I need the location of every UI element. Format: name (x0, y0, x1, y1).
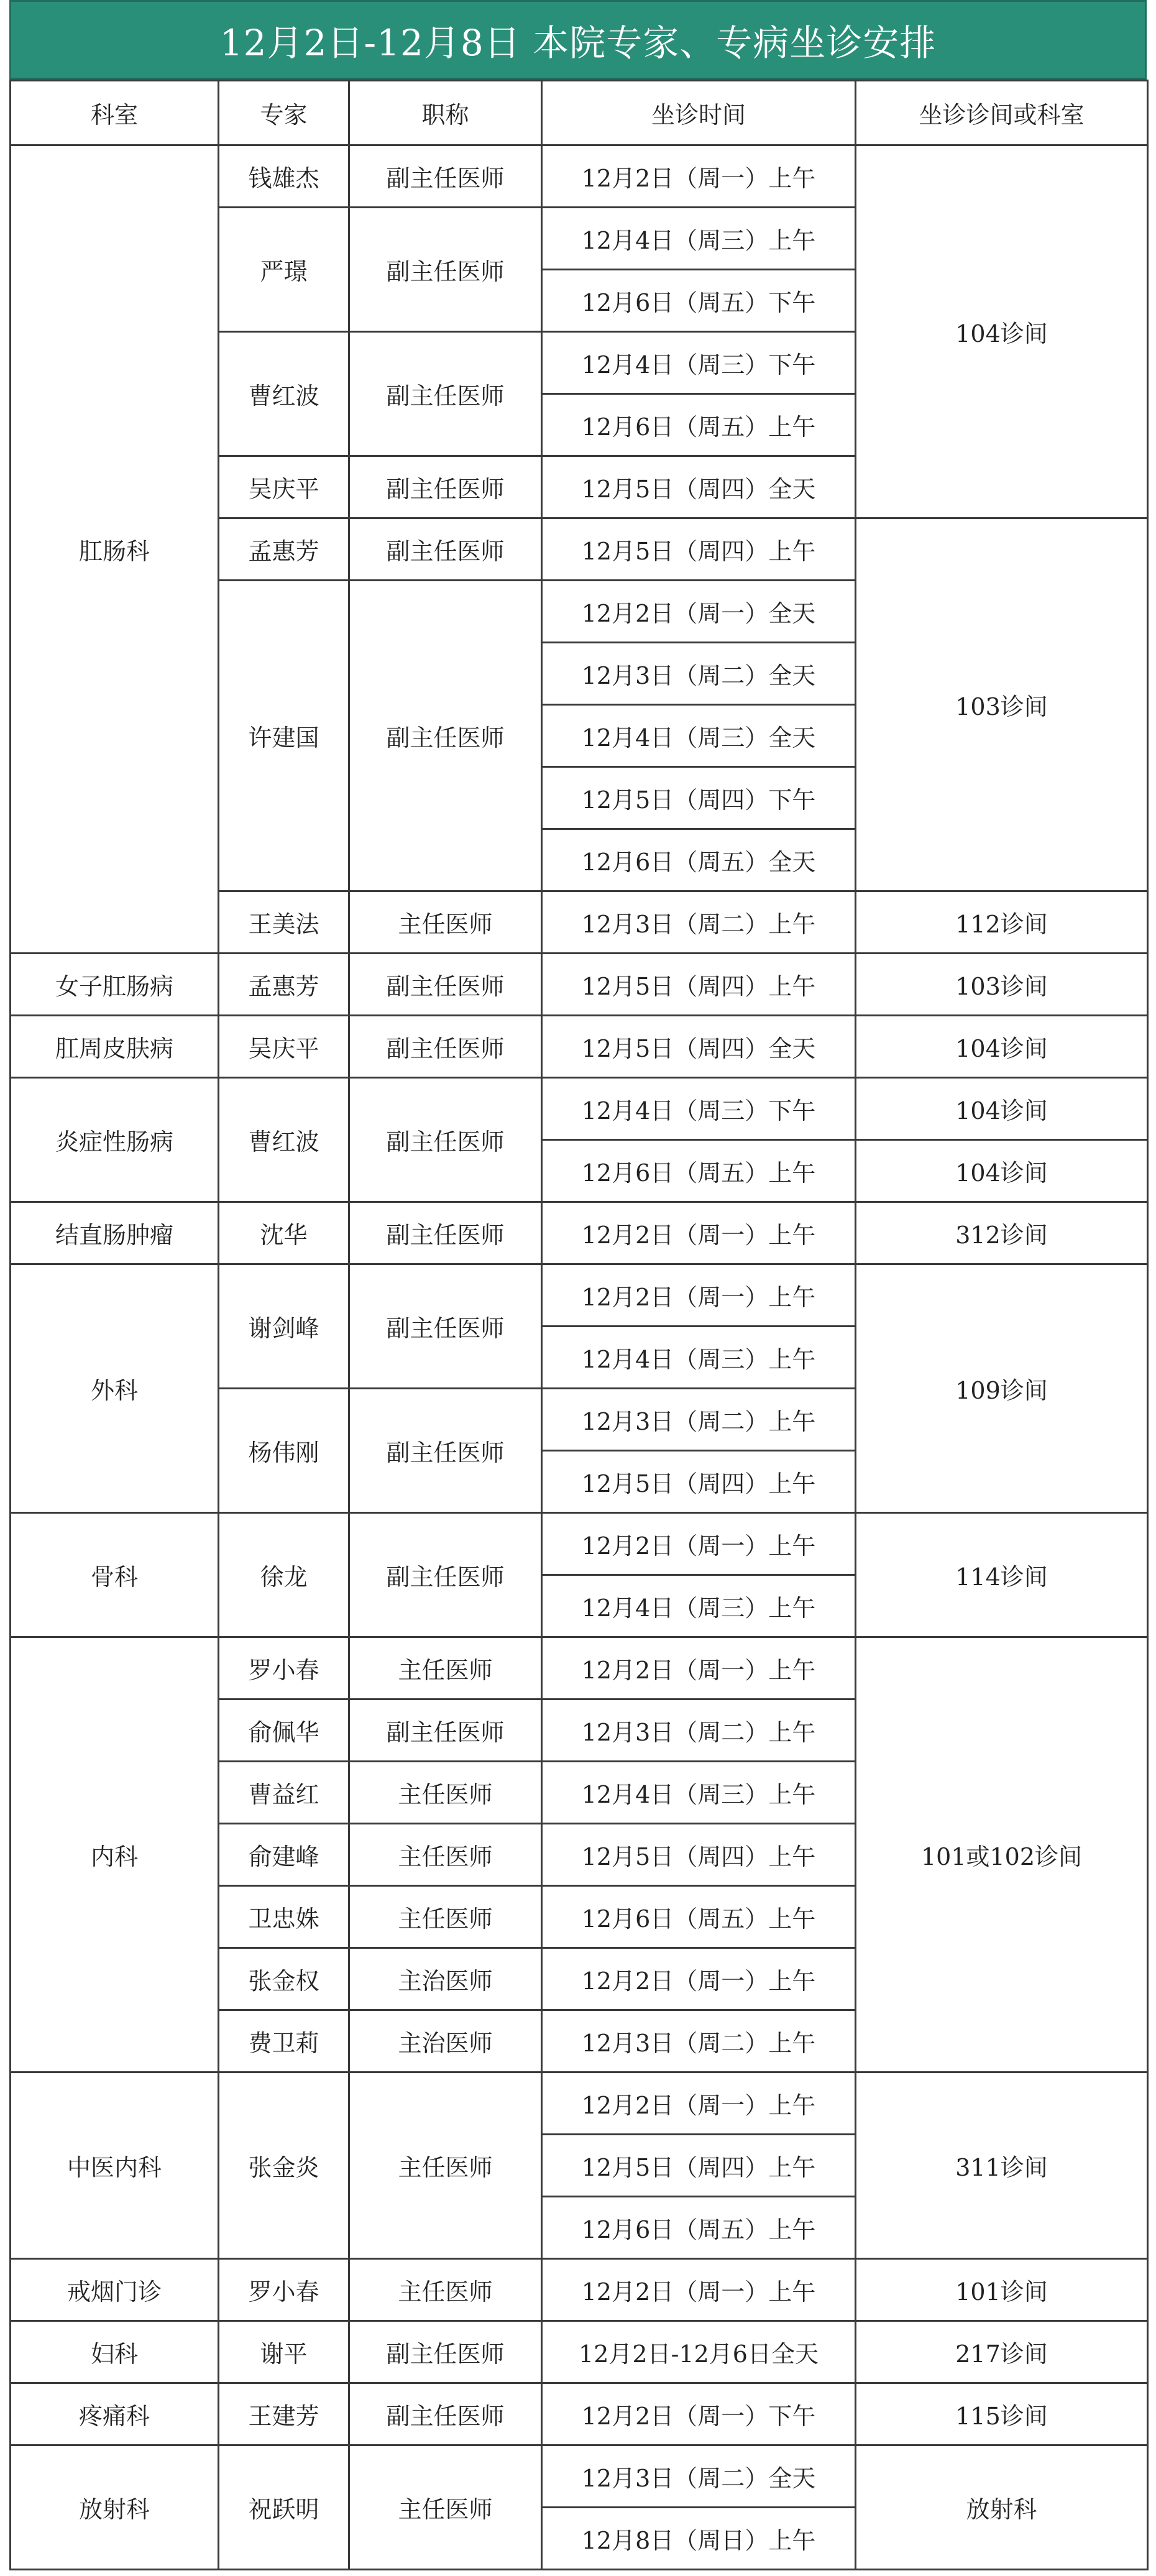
time-cell: 12月3日（周二）全天 (542, 2445, 856, 2508)
expert-cell: 许建国 (219, 581, 349, 891)
expert-cell: 王建芳 (219, 2383, 349, 2445)
rank-cell: 副主任医师 (349, 518, 542, 581)
time-cell: 12月4日（周三）全天 (542, 705, 856, 767)
time-cell: 12月4日（周三）上午 (542, 1762, 856, 1824)
time-cell: 12月6日（周五）上午 (542, 1140, 856, 1202)
expert-cell: 曹红波 (219, 332, 349, 456)
table-row (11, 2321, 1148, 2383)
room-cell: 104诊间 (856, 145, 1148, 518)
expert-cell: 祝跃明 (219, 2445, 349, 2570)
col-header-title: 职称 (349, 81, 542, 145)
rank-cell: 副主任医师 (349, 208, 542, 332)
rank-cell: 副主任医师 (349, 1264, 542, 1389)
room-cell: 101诊间 (856, 2259, 1148, 2321)
rank-cell: 副主任医师 (349, 1389, 542, 1513)
time-cell: 12月5日（周四）上午 (542, 2135, 856, 2197)
rank-cell: 副主任医师 (349, 1078, 542, 1202)
expert-cell: 钱雄杰 (219, 145, 349, 208)
room-cell: 103诊间 (856, 518, 1148, 891)
time-cell: 12月5日（周四）上午 (542, 1451, 856, 1513)
dept-cell: 肛周皮肤病 (11, 1016, 219, 1078)
page-title: 12月2日-12月8日 本院专家、专病坐诊安排 (9, 0, 1147, 80)
rank-cell: 主治医师 (349, 2010, 542, 2072)
time-cell: 12月2日（周一）上午 (542, 1202, 856, 1264)
expert-cell: 俞佩华 (219, 1700, 349, 1762)
rank-cell: 主任医师 (349, 2072, 542, 2259)
time-cell: 12月3日（周二）全天 (542, 643, 856, 705)
dept-cell: 内科 (11, 1637, 219, 2072)
col-header-expert: 专家 (219, 81, 349, 145)
time-cell: 12月2日（周一）上午 (542, 145, 856, 208)
dept-cell: 结直肠肿瘤 (11, 1202, 219, 1264)
rank-cell: 主任医师 (349, 1762, 542, 1824)
table-row (11, 2445, 1148, 2508)
time-cell: 12月4日（周三）下午 (542, 1078, 856, 1140)
table-row (11, 2259, 1148, 2321)
col-header-room: 坐诊诊间或科室 (856, 81, 1148, 145)
room-cell: 115诊间 (856, 2383, 1148, 2445)
time-cell: 12月2日（周一）上午 (542, 2072, 856, 2135)
room-cell: 114诊间 (856, 1513, 1148, 1637)
rank-cell: 副主任医师 (349, 1016, 542, 1078)
dept-cell: 中医内科 (11, 2072, 219, 2259)
rank-cell: 副主任医师 (349, 456, 542, 518)
time-cell: 12月6日（周五）上午 (542, 1886, 856, 1948)
table-row (11, 954, 1148, 1016)
time-cell: 12月6日（周五）上午 (542, 2197, 856, 2259)
expert-cell: 俞建峰 (219, 1824, 349, 1886)
time-cell: 12月4日（周三）上午 (542, 208, 856, 270)
dept-cell: 外科 (11, 1264, 219, 1513)
time-cell: 12月6日（周五）下午 (542, 270, 856, 332)
room-cell: 112诊间 (856, 891, 1148, 954)
expert-cell: 孟惠芳 (219, 518, 349, 581)
expert-cell: 孟惠芳 (219, 954, 349, 1016)
table-row (11, 2072, 1148, 2135)
time-cell: 12月2日（周一）上午 (542, 1948, 856, 2010)
expert-cell: 张金权 (219, 1948, 349, 2010)
time-cell: 12月3日（周二）上午 (542, 1700, 856, 1762)
table-row (11, 1637, 1148, 1700)
room-cell: 104诊间 (856, 1016, 1148, 1078)
room-cell: 104诊间 (856, 1140, 1148, 1202)
rank-cell: 主任医师 (349, 891, 542, 954)
expert-cell: 严璟 (219, 208, 349, 332)
rank-cell: 副主任医师 (349, 332, 542, 456)
time-cell: 12月2日（周一）上午 (542, 1264, 856, 1327)
expert-cell: 费卫莉 (219, 2010, 349, 2072)
rank-cell: 副主任医师 (349, 2383, 542, 2445)
room-cell: 104诊间 (856, 1078, 1148, 1140)
time-cell: 12月4日（周三）下午 (542, 332, 856, 394)
time-cell: 12月5日（周四）上午 (542, 1824, 856, 1886)
rank-cell: 副主任医师 (349, 1513, 542, 1637)
table-row (11, 1264, 1148, 1327)
rank-cell: 副主任医师 (349, 581, 542, 891)
expert-cell: 谢剑峰 (219, 1264, 349, 1389)
room-cell: 311诊间 (856, 2072, 1148, 2259)
expert-cell: 张金炎 (219, 2072, 349, 2259)
room-cell: 103诊间 (856, 954, 1148, 1016)
expert-cell: 杨伟刚 (219, 1389, 349, 1513)
expert-cell: 吴庆平 (219, 1016, 349, 1078)
rank-cell: 主任医师 (349, 1637, 542, 1700)
table-row (11, 1202, 1148, 1264)
time-cell: 12月6日（周五）全天 (542, 829, 856, 891)
dept-cell: 骨科 (11, 1513, 219, 1637)
rank-cell: 副主任医师 (349, 1700, 542, 1762)
expert-cell: 王美法 (219, 891, 349, 954)
rank-cell: 主任医师 (349, 2259, 542, 2321)
time-cell: 12月4日（周三）上午 (542, 1575, 856, 1637)
expert-cell: 徐龙 (219, 1513, 349, 1637)
room-cell: 217诊间 (856, 2321, 1148, 2383)
expert-cell: 曹红波 (219, 1078, 349, 1202)
dept-cell: 放射科 (11, 2445, 219, 2570)
rank-cell: 副主任医师 (349, 145, 542, 208)
time-cell: 12月2日（周一）上午 (542, 2259, 856, 2321)
rank-cell: 主治医师 (349, 1948, 542, 2010)
table-row (11, 1513, 1148, 1575)
time-cell: 12月5日（周四）全天 (542, 1016, 856, 1078)
room-cell: 312诊间 (856, 1202, 1148, 1264)
dept-cell: 疼痛科 (11, 2383, 219, 2445)
dept-cell: 女子肛肠病 (11, 954, 219, 1016)
time-cell: 12月5日（周四）上午 (542, 954, 856, 1016)
rank-cell: 主任医师 (349, 2445, 542, 2570)
time-cell: 12月5日（周四）下午 (542, 767, 856, 829)
room-cell: 101或102诊间 (856, 1637, 1148, 2072)
time-cell: 12月5日（周四）全天 (542, 456, 856, 518)
expert-cell: 吴庆平 (219, 456, 349, 518)
expert-cell: 卫忠姝 (219, 1886, 349, 1948)
expert-cell: 谢平 (219, 2321, 349, 2383)
room-cell: 放射科 (856, 2445, 1148, 2570)
expert-cell: 沈华 (219, 1202, 349, 1264)
col-header-dept: 科室 (11, 81, 219, 145)
time-cell: 12月4日（周三）上午 (542, 1327, 856, 1389)
table-row (11, 1016, 1148, 1078)
expert-cell: 罗小春 (219, 2259, 349, 2321)
rank-cell: 主任医师 (349, 1824, 542, 1886)
dept-cell: 肛肠科 (11, 145, 219, 954)
dept-cell: 戒烟门诊 (11, 2259, 219, 2321)
time-cell: 12月2日（周一）上午 (542, 1637, 856, 1700)
time-cell: 12月5日（周四）上午 (542, 518, 856, 581)
expert-cell: 曹益红 (219, 1762, 349, 1824)
col-header-time: 坐诊时间 (542, 81, 856, 145)
schedule-table (9, 80, 1149, 2570)
table-row (11, 1078, 1148, 1140)
time-cell: 12月2日-12月6日全天 (542, 2321, 856, 2383)
time-cell: 12月2日（周一）全天 (542, 581, 856, 643)
time-cell: 12月2日（周一）上午 (542, 1513, 856, 1575)
expert-cell: 罗小春 (219, 1637, 349, 1700)
rank-cell: 副主任医师 (349, 1202, 542, 1264)
room-cell: 109诊间 (856, 1264, 1148, 1513)
time-cell: 12月3日（周二）上午 (542, 2010, 856, 2072)
time-cell: 12月2日（周一）下午 (542, 2383, 856, 2445)
rank-cell: 主任医师 (349, 1886, 542, 1948)
time-cell: 12月3日（周二）上午 (542, 1389, 856, 1451)
rank-cell: 副主任医师 (349, 954, 542, 1016)
time-cell: 12月6日（周五）上午 (542, 394, 856, 456)
dept-cell: 妇科 (11, 2321, 219, 2383)
time-cell: 12月8日（周日）上午 (542, 2508, 856, 2570)
rank-cell: 副主任医师 (349, 2321, 542, 2383)
dept-cell: 炎症性肠病 (11, 1078, 219, 1202)
table-row (11, 145, 1148, 208)
time-cell: 12月3日（周二）上午 (542, 891, 856, 954)
table-row (11, 2383, 1148, 2445)
header-row (11, 81, 1148, 145)
